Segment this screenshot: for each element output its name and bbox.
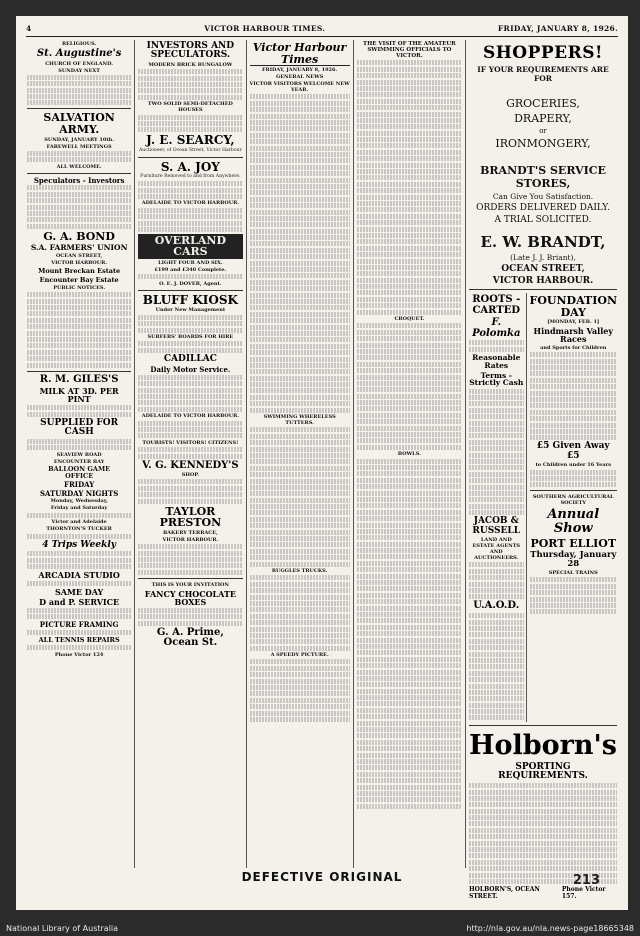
column-1 bbox=[24, 40, 135, 868]
supplied-cash: SUPPLIED FOR CASH bbox=[40, 417, 119, 438]
prime: G. A. Prime, Ocean St. bbox=[156, 626, 224, 649]
joy: S. A. JOY bbox=[160, 159, 220, 174]
light-four: LIGHT FOUR AND SIX. bbox=[158, 259, 223, 266]
overland-prices: £199 and £340 Complete. bbox=[154, 266, 227, 273]
land-agents: LAND AND ESTATE AGENTS AND AUCTIONEERS. bbox=[472, 536, 521, 561]
viewer-footer bbox=[0, 920, 640, 936]
newspaper-page bbox=[16, 16, 628, 910]
monday-wed: Monday, Wednesday, bbox=[50, 498, 108, 505]
brick-bungalow: MODERN BRICK BUNGALOW bbox=[148, 61, 233, 68]
searcy: J. E. SEARCY, bbox=[146, 133, 235, 148]
masthead: Victor Harbour Times bbox=[250, 42, 350, 66]
masthead-date: FRIDAY, JANUARY 8, 1926. bbox=[262, 67, 338, 74]
victor-harbour: VICTOR HARBOUR. bbox=[492, 276, 594, 286]
giles-name: R. M. GILES'S bbox=[39, 373, 119, 385]
ew-brandt: E. W. BRANDT, bbox=[480, 233, 606, 251]
five-given: £5 Given Away £5 bbox=[536, 441, 610, 461]
annual-show: Annual Show bbox=[547, 507, 600, 537]
cadillac: CADILLAC bbox=[163, 353, 217, 364]
four-trips: 4 Trips Weekly bbox=[42, 539, 117, 550]
sunday-date: SUNDAY, JANUARY 10th. bbox=[44, 136, 115, 143]
ironmongery: IRONMONGERY, bbox=[495, 137, 591, 150]
bakery-terrace: BAKERY TERRACE, bbox=[162, 529, 218, 536]
foundation-day: FOUNDATION DAY bbox=[529, 294, 617, 319]
special-trains: SPECIAL TRAINS bbox=[548, 570, 598, 577]
balloon-game: BALLOON GAME bbox=[48, 464, 111, 473]
holborn-address: HOLBORN'S, OCEAN STREET. bbox=[469, 885, 540, 900]
satisfaction: Can Give You Satisfaction. bbox=[492, 192, 594, 201]
saturday-nights: SATURDAY NIGHTS bbox=[39, 488, 119, 498]
milk-price: MILK AT 3D. PER PINT bbox=[39, 386, 119, 405]
holborn-phone: Phone Victor 157. bbox=[561, 885, 606, 900]
reasonable: Reasonable Rates bbox=[472, 352, 521, 370]
brandt-stores: BRANDT'S SERVICE STORES, bbox=[480, 164, 606, 190]
ruggles-heading: RUGGLES TRUCKS. bbox=[271, 568, 328, 574]
page-url[interactable]: http://nla.gov.au/nla.news-page18665348 bbox=[466, 923, 634, 933]
kennedy-shop: SHOP. bbox=[181, 472, 200, 479]
column-3 bbox=[247, 40, 354, 868]
swimming-officials: THE VISIT OF THE AMATEUR SWIMMING OFFICIALS TO VICTOR. bbox=[362, 41, 456, 59]
seaview-road: SEAVIEW ROAD bbox=[56, 451, 102, 458]
strictly-cash: Terms - Strictly Cash bbox=[469, 370, 524, 388]
port-elliot: PORT ELLIOT bbox=[530, 536, 617, 550]
sports-children: and Sports for Children bbox=[540, 344, 607, 351]
jacob-russell: JACOB & RUSSELL bbox=[472, 516, 521, 536]
polomka: F. Polomka bbox=[472, 317, 521, 339]
new-management: Under New Management bbox=[155, 307, 226, 314]
column-2 bbox=[135, 40, 246, 868]
header-page-number: 4 bbox=[26, 23, 32, 33]
page-number: 213 bbox=[572, 873, 600, 888]
union-victor: VICTOR HARBOUR. bbox=[51, 260, 108, 267]
general-news: GENERAL NEWS bbox=[275, 74, 324, 81]
overland-cars: OVERLAND CARS bbox=[138, 234, 242, 259]
searcy-sub: Auctioneer, of Ocean Street, Victor Harbour bbox=[138, 147, 242, 153]
tourists: TOURISTS! VISITORS! CITIZENS! bbox=[142, 439, 239, 446]
kennedy: V. G. KENNEDY'S bbox=[142, 459, 239, 471]
mid-ads bbox=[469, 293, 617, 722]
religious-heading: RELIGIOUS. bbox=[61, 41, 97, 47]
investors: INVESTORS AND SPECULATORS. bbox=[146, 41, 235, 61]
farmers-union: S.A. FARMERS' UNION bbox=[30, 243, 128, 253]
speculators: Speculators - Investors bbox=[33, 175, 125, 185]
groceries: GROCERIES, bbox=[506, 97, 580, 110]
office: OFFICE bbox=[65, 471, 94, 480]
foundation-date: [MONDAY, FEB. 1] bbox=[547, 319, 600, 326]
taylor-preston: TAYLOR PRESTON bbox=[159, 504, 222, 530]
salvation-army: SALVATION ARMY. bbox=[43, 111, 115, 136]
southern-society: SOUTHERN AGRICULTURAL SOCIETY bbox=[532, 494, 614, 507]
adelaide-victor-2: ADELAIDE TO VICTOR HARBOUR. bbox=[141, 413, 240, 420]
header-title: VICTOR HARBOUR TIMES. bbox=[204, 23, 326, 33]
col1-phone: Phone Victor 124 bbox=[54, 651, 104, 658]
tennis-repairs: ALL TENNIS REPAIRS bbox=[38, 636, 120, 645]
invitation: THIS IS YOUR INVITATION bbox=[151, 581, 229, 588]
drapery: DRAPERY, bbox=[514, 112, 572, 125]
sunday-next: SUNDAY NEXT bbox=[58, 67, 101, 74]
left-ads bbox=[469, 293, 527, 722]
church-name: St. Augustine's bbox=[36, 48, 122, 59]
holborns: Holborn's bbox=[469, 729, 617, 761]
visitors-heading: VICTOR VISITORS WELCOME NEW YEAR. bbox=[249, 81, 350, 94]
bluff-kiosk: BLUFF KIOSK bbox=[142, 292, 238, 307]
tucker: THORNTON'S TUCKER bbox=[46, 526, 112, 533]
bakery-victor: VICTOR HARBOUR. bbox=[162, 536, 219, 543]
same-day: SAME DAY bbox=[55, 586, 104, 597]
holborn-footer bbox=[469, 886, 617, 900]
farewell: FAREWELL MEETINGS bbox=[46, 143, 112, 150]
public-notices: PUBLIC NOTICES. bbox=[53, 284, 106, 291]
header-date: FRIDAY, JANUARY 8, 1926. bbox=[497, 23, 618, 33]
uaod: U.A.O.D. bbox=[473, 600, 520, 612]
hindmarsh-races: Hindmarsh Valley Races bbox=[533, 326, 613, 345]
dover-agent: O. E. J. DOVER, Agent. bbox=[159, 280, 222, 287]
trial: A TRIAL SOLICITED. bbox=[494, 215, 592, 225]
defective-original-stamp: DEFECTIVE ORIGINAL bbox=[241, 870, 403, 884]
ocean-street: OCEAN STREET, bbox=[501, 264, 585, 274]
semi-detached: TWO SOLID SEMI-DETACHED HOUSES bbox=[147, 101, 233, 114]
bond-name: G. A. BOND bbox=[43, 229, 115, 243]
sporting-req: SPORTING REQUIREMENTS. bbox=[498, 761, 588, 782]
orders-daily: ORDERS DELIVERED DAILY. bbox=[476, 203, 610, 213]
friday-sat: Friday and Saturday bbox=[50, 505, 108, 512]
right-ads bbox=[530, 293, 617, 722]
swimming-heading: SWIMMING WHERELESS TUTTERS. bbox=[263, 414, 336, 427]
bowls-heading: BOWLS. bbox=[397, 451, 421, 458]
page-header bbox=[26, 22, 618, 37]
all-welcome: ALL WELCOME. bbox=[56, 163, 102, 170]
encounter-bay: ENCOUNTER BAY bbox=[53, 458, 105, 465]
column-4 bbox=[354, 40, 466, 868]
church-sub: CHURCH OF ENGLAND. bbox=[45, 60, 114, 67]
arcadia: ARCADIA STUDIO bbox=[38, 570, 120, 581]
shoppers: SHOPPERS! bbox=[482, 43, 604, 63]
surfers-boards: SURFERS' BOARDS FOR HIRE bbox=[147, 333, 234, 340]
daily-motor: Daily Motor Service. bbox=[150, 365, 231, 375]
thursday-jan: Thursday, January 28 bbox=[530, 550, 617, 570]
children-under: to Children under 16 Years bbox=[535, 462, 612, 469]
friday: FRIDAY bbox=[64, 479, 95, 489]
library-name: National Library of Australia bbox=[6, 923, 119, 933]
mount-breckan: Mount Breckan Estate bbox=[38, 267, 121, 276]
picture-framing: PICTURE FRAMING bbox=[39, 620, 119, 630]
adelaide-victor: ADELAIDE TO VICTOR HARBOUR. bbox=[141, 200, 240, 207]
dp-service: D and P. SERVICE bbox=[39, 597, 120, 608]
union-ocean: OCEAN STREET, bbox=[55, 253, 103, 260]
roots-carted: ROOTS - CARTED bbox=[472, 294, 521, 316]
encounter-estate: Encounter Bay Estate bbox=[39, 276, 119, 285]
late-briant: (Late J. J. Briant), bbox=[510, 253, 576, 262]
joy-sub: Furniture Removed to and from Anywhere. bbox=[140, 174, 241, 180]
speedy-heading: A SPEEDY PICTURE. bbox=[270, 652, 329, 659]
fancy-boxes: FANCY CHOCOLATE BOXES bbox=[144, 588, 237, 608]
shoppers-sub: IF YOUR REQUIREMENTS ARE FOR bbox=[477, 65, 609, 83]
croquet-heading: CROQUET. bbox=[394, 316, 425, 323]
victor-adelaide: Victor and Adelaide bbox=[51, 519, 107, 526]
or: or bbox=[539, 127, 547, 135]
